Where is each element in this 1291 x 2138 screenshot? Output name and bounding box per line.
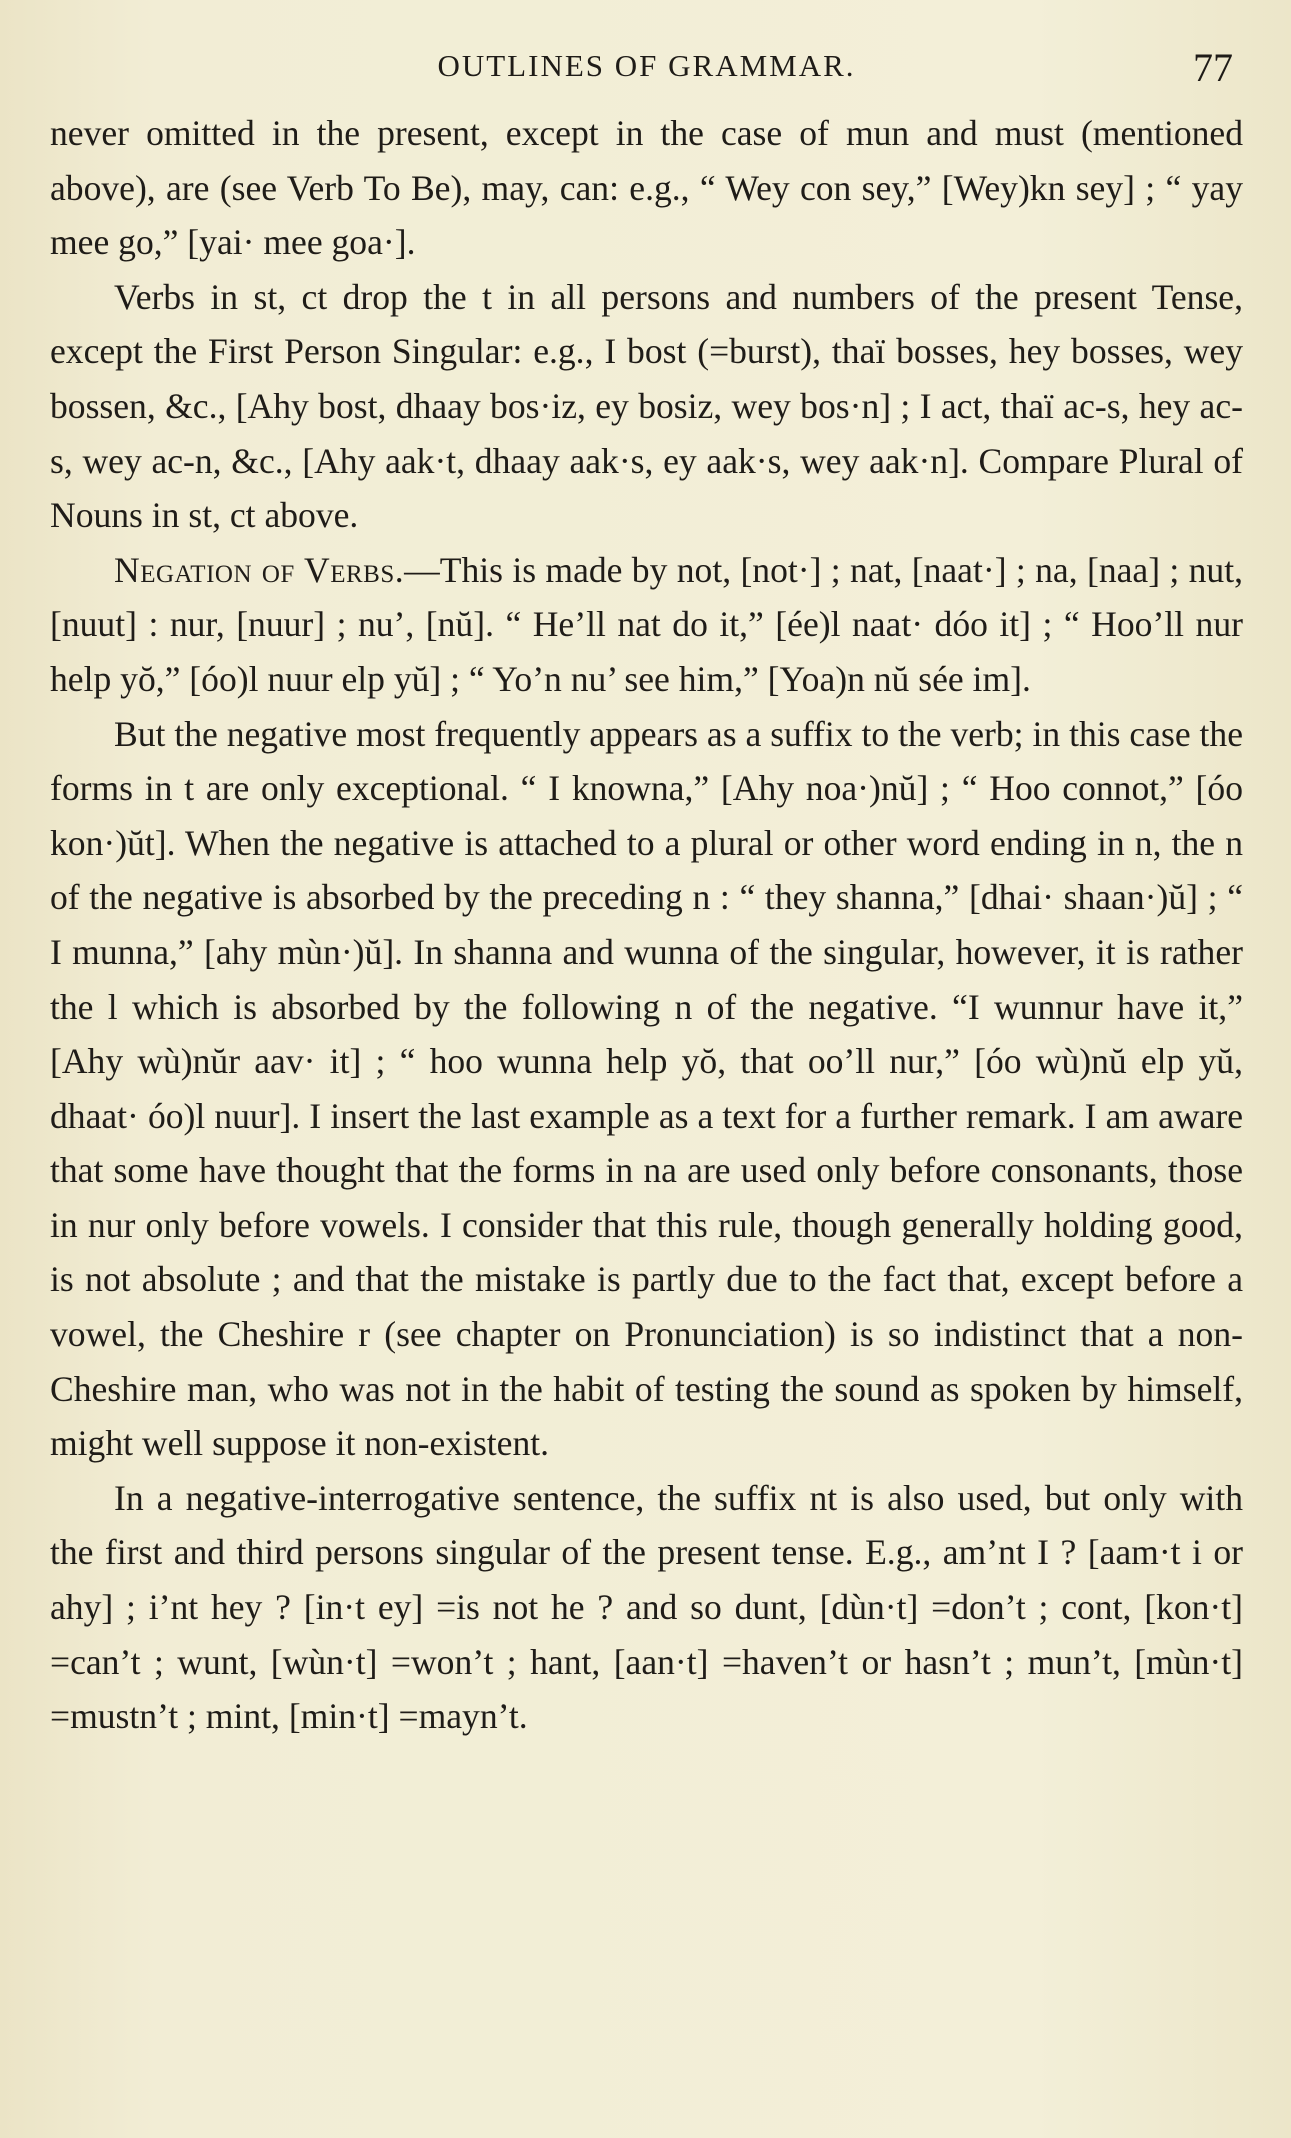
running-title: OUTLINES OF GRAMMAR. <box>437 48 856 83</box>
paragraph-3-text: —This is made by not, [not·] ; nat, [naat·] ; na, [naa] ; nut, [nuut] : nur, [nuur] ; nu’, [nŭ]. “ He’ll nat do it,” [ée)l naat· dóo it] ; “ Hoo’ll nur help yŏ,” [óo)l nuur elp yŭ] ; “ Yo’n nu’ see him,” [Yoa)n nŭ sée im]. <box>50 549 1243 699</box>
section-heading: Negation of Verbs. <box>114 549 405 590</box>
paragraph-1: never omitted in the present, except in the case of mun and must (mentioned above), are (see Verb To Be), may, can: e.g., “ Wey con sey,” [Wey)kn sey] ; “ yay mee go,” [yai· mee goa·]. <box>50 113 1243 263</box>
paragraph-2: Verbs in st, ct drop the t in all persons and numbers of the present Tense, except the First Person Singular: e.g., I bost (=burst), thaï bosses, hey bosses, wey bossen, &c., [Ahy bost, dhaay bos·iz, ey bosiz, wey bos·n] ; I act, thaï ac-s, hey ac-s, wey ac-n, &c., [Ahy aak·t, dhaay aak·s, ey aak·s, wey aak·n]. Compare Plural of Nouns in st, ct above. <box>50 276 1243 536</box>
page-number: 77 <box>1193 45 1233 90</box>
paragraph-4: But the negative most frequently appears as a suffix to the verb; in this case the forms in t are only exceptional. “ I knowna,” [Ahy noa·)nŭ] ; “ Hoo connot,” [óo kon·)ŭt]. When the negative is attached to a plural or other word ending in n, the n of the negative is absorbed by the preceding n : “ they shanna,” [dhai· shaan·)ŭ] ; “ I munna,” [ahy mùn·)ŭ]. In shanna and wunna of the singular, however, it is rather the l which is absorbed by the following n of the negative. “I wunnur have it,” [Ahy wù)nŭr aav· it] ; “ hoo wunna help yŏ, that oo’ll nur,” [óo wù)nŭ elp yŭ, dhaat· óo)l nuur]. I insert the last example as a text for a further remark. I am aware that some have thought that the forms in na are used only before consonants, those in nur only before vowels. I consider that this rule, though generally holding good, is not absolute ; and that the mistake is partly due to the fact that, except before a vowel, the Cheshire r (see chapter on Pronunciation) is so indistinct that a non-Cheshire man, who was not in the habit of testing the sound as spoken by himself, might well suppose it non-existent. <box>50 713 1243 1464</box>
paragraph-5: In a negative-interrogative sentence, the suffix nt is also used, but only with the first and third persons singular of the present tense. E.g., am’nt I ? [aam·t i or ahy] ; i’nt hey ? [in·t ey] =is not he ? and so dunt, [dùn·t] =don’t ; cont, [kon·t] =can’t ; wunt, [wùn·t] =won’t ; hant, [aan·t] =haven’t or hasn’t ; mun’t, [mùn·t] =mustn’t ; mint, [min·t] =mayn’t. <box>50 1477 1243 1737</box>
paragraph-3 <box>50 543 1243 707</box>
body-text <box>50 106 1243 1744</box>
running-head <box>50 44 1243 106</box>
